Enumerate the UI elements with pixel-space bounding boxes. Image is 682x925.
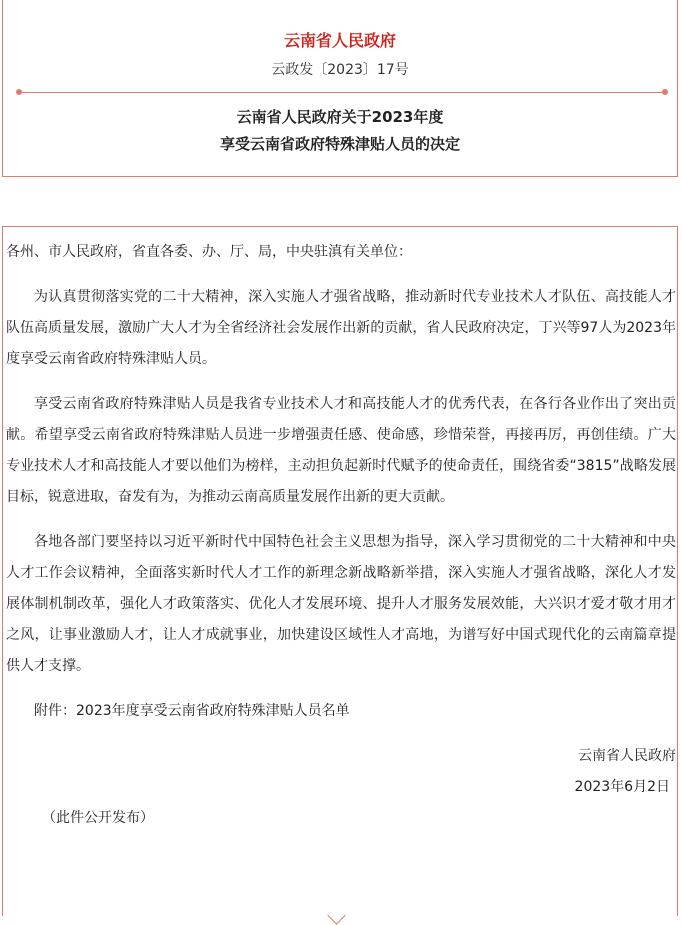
salutation: 各州、市人民政府，省直各委、办、厅、局，中央驻滇有关单位： (6, 244, 412, 260)
body-paragraph-2: 享受云南省政府特殊津贴人员是我省专业技术人才和高技能人才的优秀代表，在各行各业作出了突出贡献。希望享受云南省政府特殊津贴人员进一步增强责任感、使命感，珍惜荣誉，再接再厉，再创佳绩。广大专业技术人才和高技能人才要以他们为榜样，主动担负起新时代赋予的使命责任，围绕省委“3815”战略发展目标，锐意进取，奋发有为，为推动云南高质量发展作出新的更大贡献。 (6, 396, 676, 505)
publish-note: （此件公开发布） (42, 810, 154, 826)
document-body (6, 237, 676, 834)
signature-issuer: 云南省人民政府 (578, 748, 676, 764)
document-title (3, 104, 677, 158)
red-divider (18, 92, 664, 93)
document-title-line-2: 享受云南省政府特殊津贴人员的决定 (219, 135, 460, 153)
document-header (2, 0, 678, 177)
attachment-note: 附件：2023年度享受云南省政府特殊津贴人员名单 (34, 703, 350, 719)
body-paragraph-3: 各地各部门要坚持以习近平新时代中国特色社会主义思想为指导，深入学习贯彻党的二十大精神和中央人才工作会议精神，全面落实新时代人才工作的新理念新战略新举措，深入实施人才强省战略，深化人才发展体制机制改革，强化人才政策落实、优化人才发展环境、提升人才服务发展效能，大兴识才爱才敬才用才之风，让事业激励人才，让人才成就事业，加快建设区域性人才高地，为谱写好中国式现代化的云南篇章提供人才支撑。 (6, 534, 676, 674)
divider-dot-left (16, 89, 22, 95)
signature-date: 2023年6月2日 (574, 779, 670, 795)
issuer-name: 云南省人民政府 (283, 31, 396, 50)
divider-dot-right (662, 89, 668, 95)
body-paragraph-1: 为认真贯彻落实党的二十大精神，深入实施人才强省战略，推动新时代专业技术人才队伍、高技能人才队伍高质量发展，激励广大人才为全省经济社会发展作出新的贡献，省人民政府决定，丁兴等97人为2023年度享受云南省政府特殊津贴人员。 (6, 289, 676, 367)
document-title-line-1: 云南省人民政府关于2023年度 (236, 108, 444, 126)
document-number: 云政发〔2023〕17号 (271, 62, 409, 78)
